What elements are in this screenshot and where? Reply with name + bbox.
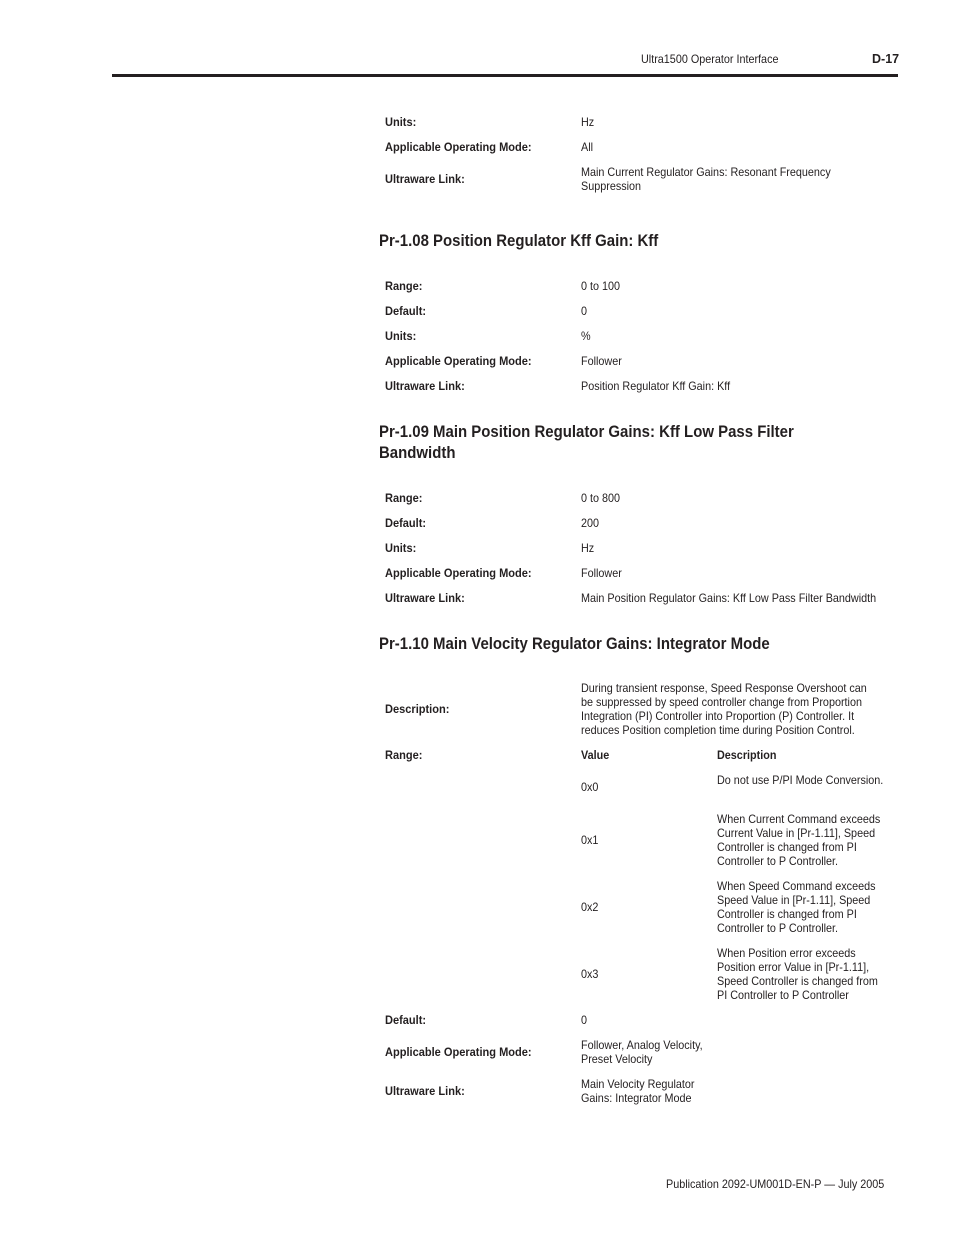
range-value: 0 to 100 [581,279,621,293]
operating-mode-value: All [581,140,594,154]
ultraware-link-value: Main Position Regulator Gains: Kff Low Pass Filter Bandwidth [581,591,877,605]
default-label: Default: [385,516,427,530]
operating-mode-label: Applicable Operating Mode: [385,140,532,154]
description-column-header: Description [717,748,777,762]
units-label: Units: [385,329,417,343]
header-rule [112,74,898,77]
default-value: 0 [581,1013,588,1027]
default-value: 200 [581,516,600,530]
option-value: 0x2 [581,900,599,914]
default-value: 0 [581,304,588,318]
default-label: Default: [385,304,427,318]
range-value: 0 to 800 [581,491,621,505]
units-value: Hz [581,115,595,129]
section-title-pr-1-09: Pr-1.09 Main Position Regulator Gains: Kff Low Pass Filter [379,422,794,441]
operating-mode-label: Applicable Operating Mode: [385,354,532,368]
section-title-pr-1-09-continued: Bandwidth [379,443,456,462]
description-label: Description: [385,702,450,716]
operating-mode-label: Applicable Operating Mode: [385,566,532,580]
operating-mode-value: Follower [581,354,622,368]
units-label: Units: [385,541,417,555]
option-value: 0x1 [581,833,599,847]
operating-mode-value: Follower, Analog Velocity, Preset Velocity [581,1038,703,1066]
option-value: 0x3 [581,967,599,981]
ultraware-link-label: Ultraware Link: [385,379,465,393]
range-label: Range: [385,279,423,293]
range-label: Range: [385,491,423,505]
ultraware-link-label: Ultraware Link: [385,172,465,186]
ultraware-link-value: Main Current Regulator Gains: Resonant Frequency Suppression [581,165,831,193]
ultraware-link-label: Ultraware Link: [385,1084,465,1098]
default-label: Default: [385,1013,427,1027]
option-description: Do not use P/PI Mode Conversion. [717,773,884,787]
ultraware-link-label: Ultraware Link: [385,591,465,605]
option-description: When Position error exceeds Position error Value in [Pr-1.11], Speed Controller is changed from PI Controller to P Controller [717,946,878,1002]
page-number: D-17 [872,52,900,66]
value-column-header: Value [581,748,610,762]
operating-mode-value: Follower [581,566,622,580]
units-value: Hz [581,541,595,555]
units-label: Units: [385,115,417,129]
ultraware-link-value: Main Velocity Regulator Gains: Integrator Mode [581,1077,695,1105]
section-title-pr-1-10: Pr-1.10 Main Velocity Regulator Gains: Integrator Mode [379,634,770,653]
option-description: When Current Command exceeds Current Value in [Pr-1.11], Speed Controller is changed from PI Controller to P Controller. [717,812,881,868]
section-title-pr-1-08: Pr-1.08 Position Regulator Kff Gain: Kff [379,231,659,250]
running-header-title: Ultra1500 Operator Interface [641,52,779,66]
range-label: Range: [385,748,423,762]
description-value: During transient response, Speed Response Overshoot can be suppressed by speed controller change from Proportion Integration (PI) Controller into Proportion (P) Controller. It reduces Position completion time during Position Control. [581,681,867,737]
operating-mode-label: Applicable Operating Mode: [385,1045,532,1059]
publication-footer: Publication 2092-UM001D-EN-P — July 2005 [666,1177,885,1191]
option-description: When Speed Command exceeds Speed Value in [Pr-1.11], Speed Controller is changed from PI Controller to P Controller. [717,879,876,935]
option-value: 0x0 [581,780,599,794]
ultraware-link-value: Position Regulator Kff Gain: Kff [581,379,731,393]
units-value: % [581,329,591,343]
